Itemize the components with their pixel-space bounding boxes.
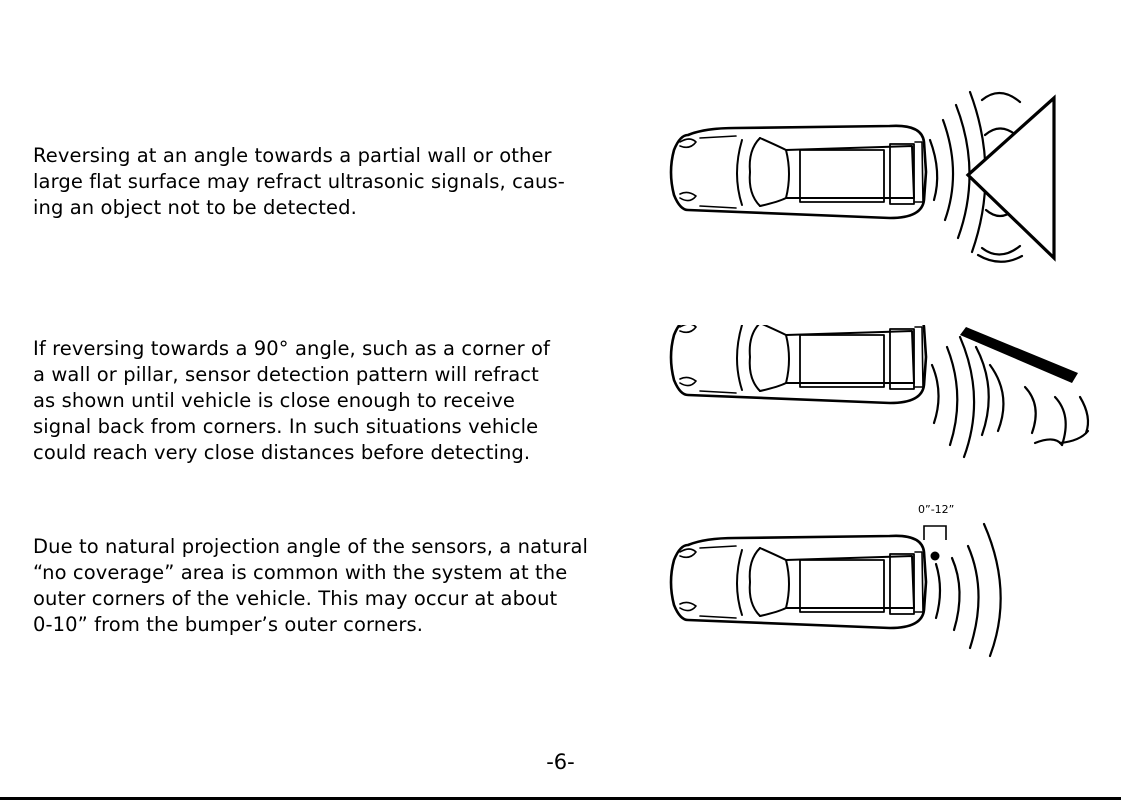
wall-bar — [960, 327, 1078, 383]
page-number: -6- — [546, 750, 575, 774]
paragraph-corner-angle: If reversing towards a 90° angle, such as a corner of a wall or pillar, sensor detection pattern will refract as shown until vehicle is close enough to receive signal back from corners. In such situations vehicle could reach very close distances before detecting. — [33, 337, 551, 464]
paragraph-angled-wall: Reversing at an angle towards a partial wall or other large flat surface may refract ultrasonic signals, caus- ing an object not to be detected. — [33, 144, 565, 219]
sensor-dot — [931, 552, 940, 561]
coverage-label: 0”-12” — [918, 503, 955, 516]
coverage-bracket — [924, 526, 946, 540]
car-illustration — [671, 536, 926, 628]
figure-corner — [660, 325, 1100, 475]
wall-triangle — [968, 98, 1054, 258]
bottom-rule — [0, 797, 1121, 800]
car-illustration — [671, 126, 926, 218]
figure-angled-wall — [660, 80, 1070, 270]
car-illustration — [671, 325, 926, 403]
figure-no-coverage — [660, 500, 1060, 670]
signal-waves — [936, 524, 1001, 656]
paragraph-no-coverage: Due to natural projection angle of the sensors, a natural “no coverage” area is common with the system at the outer corners of the vehicle. This may occur at about 0-10” from the bumper’s outer corners. — [33, 535, 589, 636]
